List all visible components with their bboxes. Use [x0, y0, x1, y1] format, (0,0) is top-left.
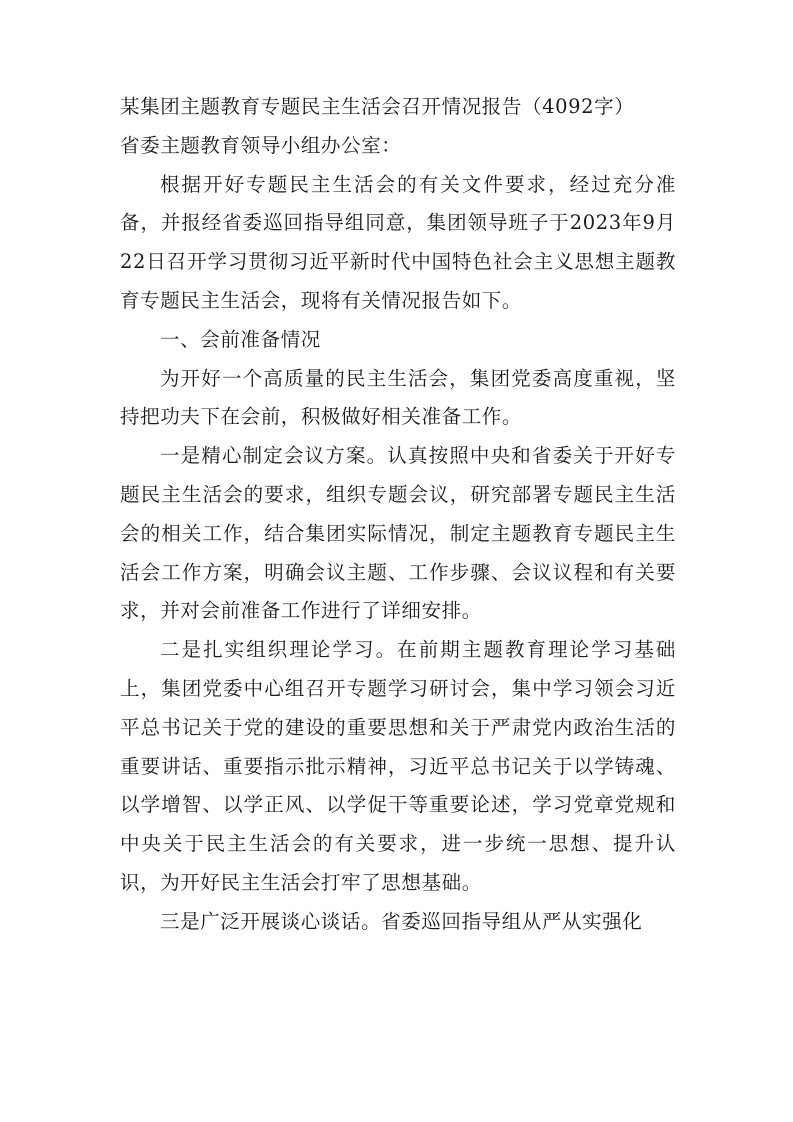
section-heading: 一、会前准备情况	[160, 327, 321, 351]
paragraph-study: 二是扎实组织理论学习。在前期主题教育理论学习基础上，集团党委中心组召开专题学习研讨会，集中学习领会习近平总书记关于党的建设的重要思想和关于严肃党内政治生活的重要讲话、重要指示批示精神，习近平总书记关于以学铸魂、以学增智、以学正风、以学促干等重要论述，学习党章党规和中央关于民主生活会的有关要求，进一步统一思想、提升认识，为开好民主生活会打牢了思想基础。	[120, 638, 676, 894]
addressee: 省委主题教育领导小组办公室：	[120, 133, 402, 157]
paragraph-intro: 根据开好专题民主生活会的有关文件要求，经过充分准备，并报经省委巡回指导组同意，集团领导班子于2023年9月22日召开学习贯彻习近平新时代中国特色社会主义思想主题教育专题民主生活会，现将有关情况报告如下。	[120, 172, 676, 312]
paragraph-preparation: 为开好一个高质量的民主生活会，集团党委高度重视，坚持把功夫下在会前，积极做好相关准备工作。	[120, 366, 676, 429]
paragraph-talks: 三是广泛开展谈心谈话。省委巡回指导组从严从实强化	[160, 909, 643, 933]
paragraph-plan: 一是精心制定会议方案。认真按照中央和省委关于开好专题民主生活会的要求，组织专题会议，研究部署专题民主生活会的相关工作，结合集团实际情况，制定主题教育专题民主生活会工作方案，明确会议主题、工作步骤、会议议程和有关要求，并对会前准备工作进行了详细安排。	[120, 444, 676, 623]
document-body	[120, 88, 676, 942]
document-title: 某集团主题教育专题民主生活会召开情况报告（4092字）	[120, 95, 635, 118]
